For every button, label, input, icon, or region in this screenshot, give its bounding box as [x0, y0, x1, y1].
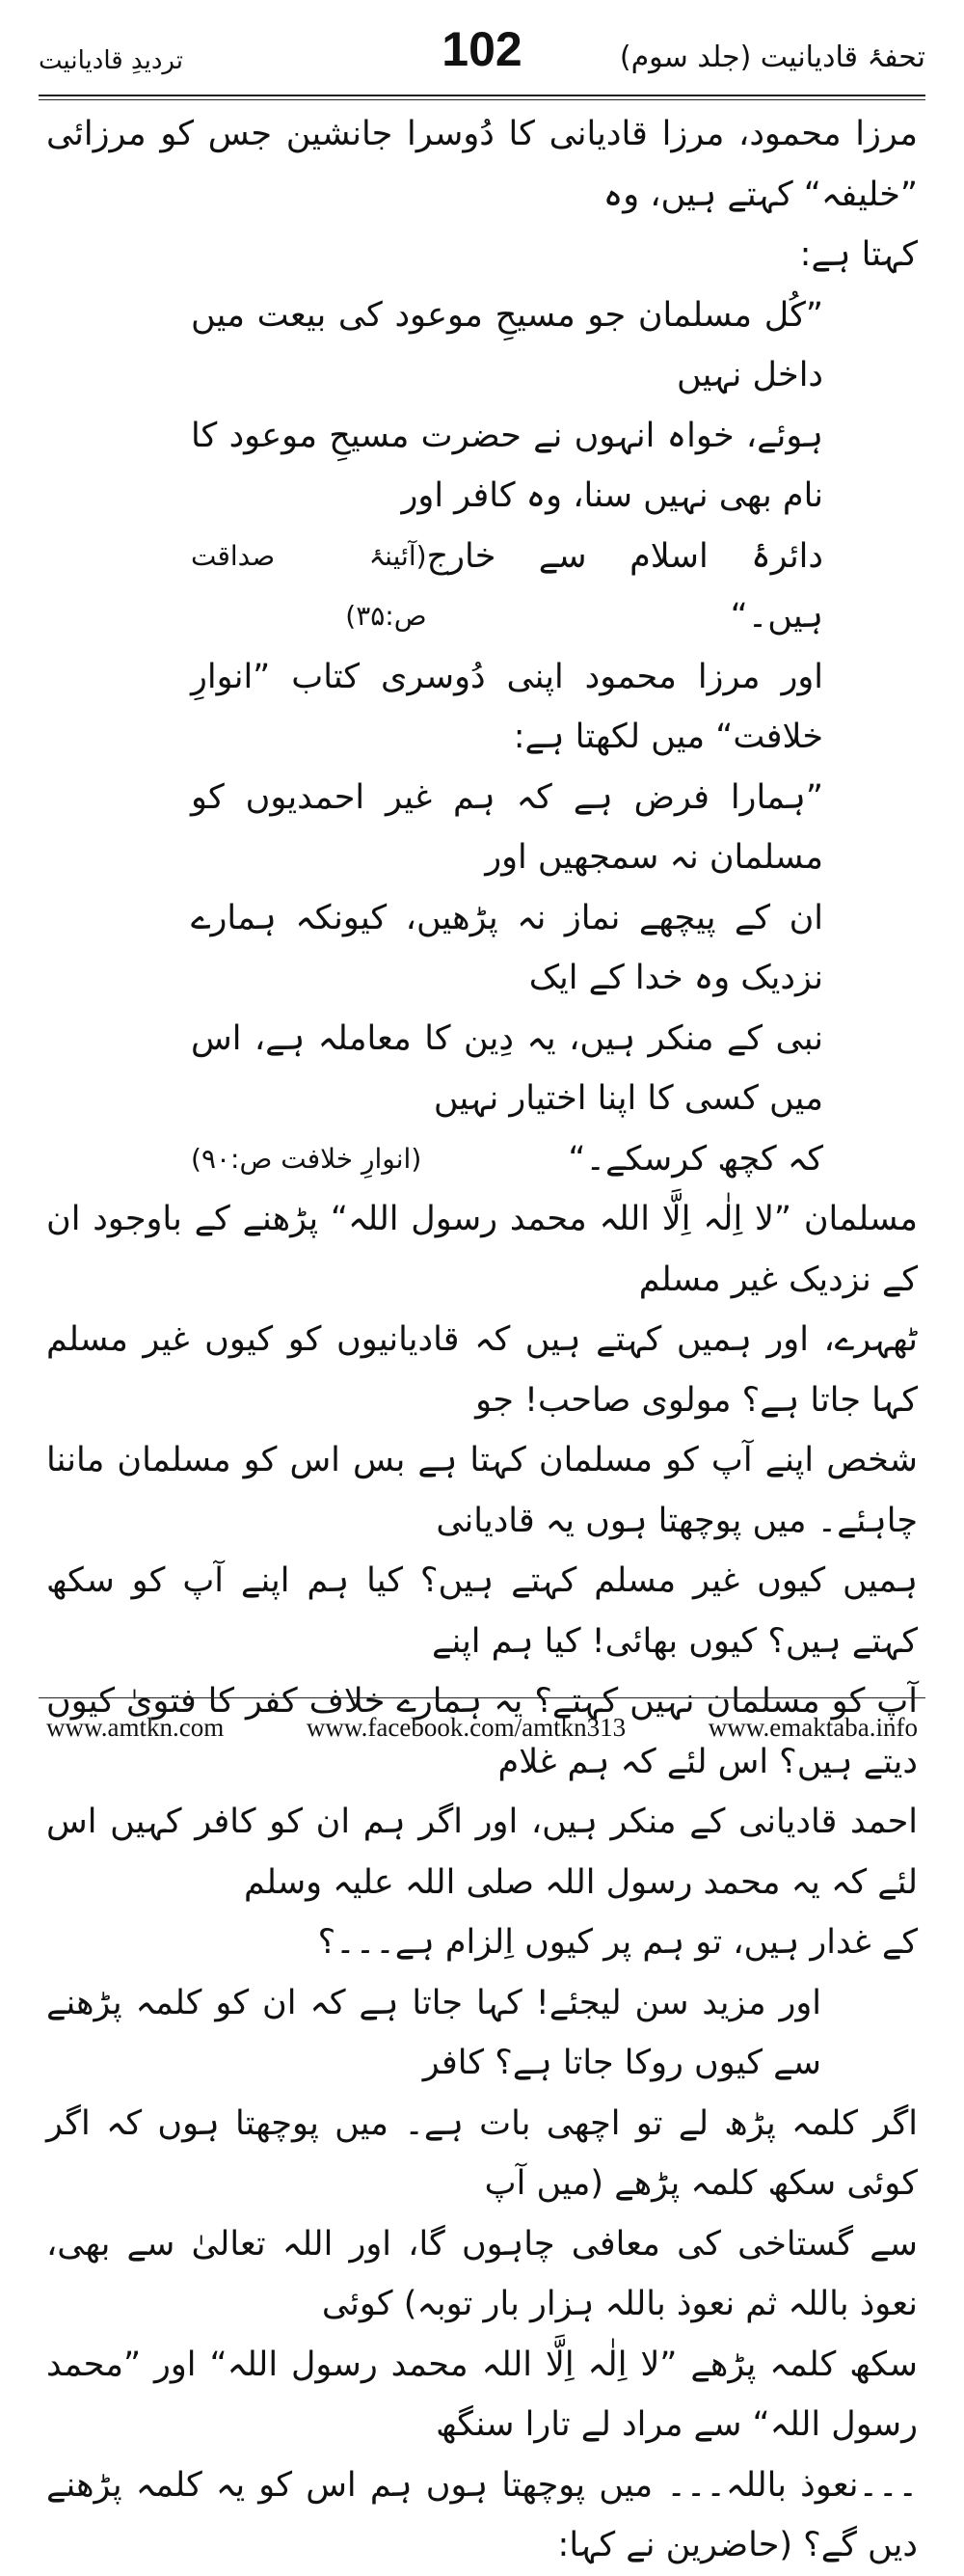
- footer-link-facebook[interactable]: www.facebook.com/amtkn313: [306, 1713, 627, 1742]
- header-divider: [39, 95, 925, 100]
- book-title: تحفۂ قادیانیت (جلد سوم): [619, 41, 925, 74]
- text-line: سکھ کلمہ پڑھے ”لا اِلٰہ اِلَّا اللہ محمد رسول اللہ“ اور ”محمد رسول اللہ“ سے مراد لے تارا سنگھ: [46, 2345, 918, 2444]
- text-line: شخص اپنے آپ کو مسلمان کہتا ہے بس اس کو مسلمان ماننا چاہئے۔ میں پوچھتا ہوں یہ قادیانی: [46, 1441, 918, 1540]
- quote-reference: (انوارِ خلافت ص:۹۰): [191, 1142, 422, 1175]
- footer-link-amtkn[interactable]: www.amtkn.com: [46, 1713, 225, 1742]
- text-line: سے گستاخی کی معافی چاہوں گا، اور اللہ تعالیٰ سے بھی، نعوذ باللہ ثم نعوذ باللہ ہزار بار توبہ) کوئی: [46, 2224, 918, 2323]
- text-line: اور مرزا محمود اپنی دُوسری کتاب ”انوارِ خلافت“ میں لکھتا ہے:: [191, 657, 823, 756]
- text-line: ٹھہرے، اور ہمیں کہتے ہیں کہ قادیانیوں کو کیوں غیر مسلم کہا جاتا ہے؟ مولوی صاحب! جو: [46, 1320, 918, 1420]
- text-line: مرزا محمود، مرزا قادیانی کا دُوسرا جانشین جس کو مرزائی ”خلیفہ“ کہتے ہیں، وہ: [46, 115, 918, 214]
- text-line: نبی کے منکر ہیں، یہ دِین کا معاملہ ہے، اس میں کسی کا اپنا اختیار نہیں: [191, 1018, 823, 1118]
- text-line: دائرۂ اسلام سے خارج ہیں۔“: [426, 536, 823, 636]
- text-line: اگر کلمہ پڑھ لے تو اچھی بات ہے۔ میں پوچھتا ہوں کہ اگر کوئی سکھ کلمہ پڑھے (میں آپ: [46, 2103, 918, 2203]
- quote-aaina-sadaqat: [191, 285, 823, 647]
- quote-anwar-khilafat: [191, 768, 823, 1190]
- text-line: مسلمان ”لا اِلٰہ اِلَّا اللہ محمد رسول اللہ“ پڑھنے کے باوجود ان کے نزدیک غیر مسلم: [46, 1200, 918, 1299]
- page-footer: [46, 1713, 918, 1743]
- page-header: [39, 21, 925, 89]
- paragraph-intro: [46, 104, 918, 285]
- text-line: کہتا ہے:: [799, 235, 918, 274]
- text-line: اور مزید سن لیجئے! کہا جاتا ہے کہ ان کو کلمہ پڑھنے سے کیوں روکا جاتا ہے؟ کافر: [46, 1983, 821, 2082]
- text-line: ہمیں کیوں غیر مسلم کہتے ہیں؟ کیا ہم اپنے آپ کو سکھ کہتے ہیں؟ کیوں بھائی! کیا ہم اپنے: [46, 1561, 918, 1661]
- text-line: کہ کچھ کرسکے۔“: [568, 1139, 823, 1179]
- chapter-title: تردیدِ قادیانیت: [39, 46, 184, 75]
- text-line: ہوئے، خواہ انہوں نے حضرت مسیحِ موعود کا نام بھی نہیں سنا، وہ کافر اور: [191, 416, 823, 515]
- text-line: احمد قادیانی کے منکر ہیں، اور اگر ہم ان کو کافر کہیں اس لئے کہ یہ محمد رسول اللہ صلی اللہ علیہ وسلم: [46, 1803, 918, 1902]
- text-line: ان کے پیچھے نماز نہ پڑھیں، کیونکہ ہمارے نزدیک وہ خدا کے ایک: [191, 898, 823, 997]
- quote-reference: (آئینۂ صداقت ص:۳۵): [191, 539, 427, 632]
- text-line: ”کُل مسلمان جو مسیحِ موعود کی بیعت میں داخل نہیں: [191, 295, 823, 394]
- text-line: کے غدار ہیں، تو ہم پر کیوں اِلزام ہے۔۔۔؟: [317, 1923, 918, 1962]
- paragraph-anwar-intro: [191, 647, 823, 768]
- footer-link-emaktaba[interactable]: www.emaktaba.info: [708, 1713, 918, 1742]
- paragraph-muslims: [46, 1189, 918, 1973]
- text-line: ۔۔۔نعوذ باللہ۔۔۔ میں پوچھتا ہوں ہم اس کو یہ کلمہ پڑھنے دیں گے؟ (حاضرین نے کہا:: [46, 2465, 918, 2564]
- page-number: 102: [442, 22, 522, 76]
- footer-divider: [39, 1697, 925, 1698]
- page-body: [46, 104, 918, 2576]
- text-line: ”ہمارا فرض ہے کہ ہم غیر احمدیوں کو مسلمان نہ سمجھیں اور: [191, 777, 823, 877]
- text-line: آپ کو مسلمان نہیں کہتے؟ یہ ہمارے خلاف کفر کا فتویٰ کیوں دیتے ہیں؟ اس لئے کہ ہم غلام: [46, 1682, 918, 1781]
- paragraph-kalima: [46, 1973, 918, 2576]
